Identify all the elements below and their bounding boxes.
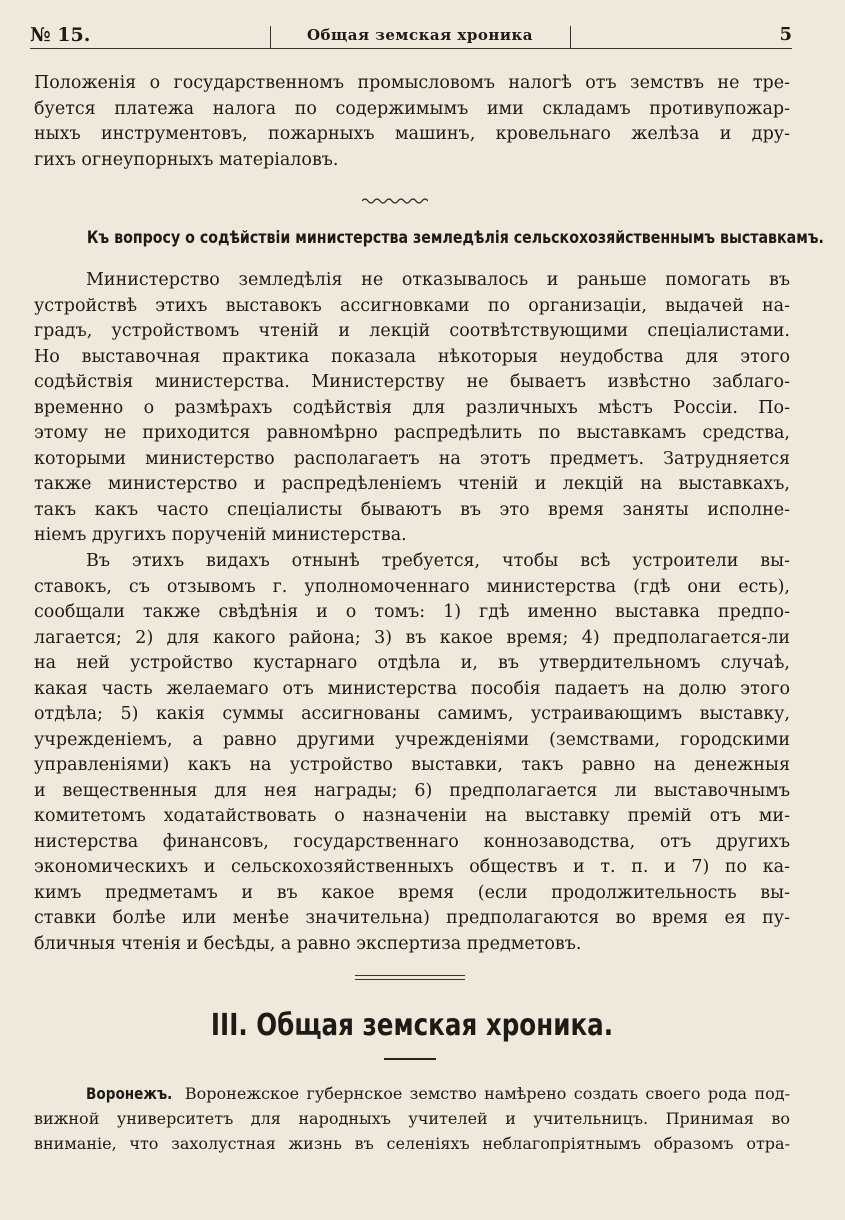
- text-line: учрежденіемъ, а равно другими учрежденіями (земствами, городскими: [34, 729, 790, 750]
- text-line: такъ какъ часто спеціалисты бываютъ въ это время заняты исполне-: [34, 499, 790, 520]
- section-title: III. Общая земская хроника.: [210, 1008, 614, 1043]
- text-line: вниманіе, что захолустная жизнь въ селеніяхъ неблагопріятнымъ образомъ отра-: [34, 1134, 790, 1153]
- text-line: Но выставочная практика показала нѣкоторыя неудобства для этого: [34, 346, 790, 367]
- text-line: устройствѣ этихъ выставокъ ассигновками по организаціи, выдачей на-: [34, 295, 790, 316]
- double-rule-divider: [355, 975, 465, 981]
- text-line: градъ, устройствомъ чтеній и лекцій соотвѣтствующими спеціалистами.: [34, 321, 790, 341]
- text-line: нистерства финансовъ, государственнаго коннозаводства, отъ другихъ: [34, 831, 790, 852]
- intro-paragraph: [34, 71, 790, 173]
- text-line: ставки болѣе или менѣе значительна) предполагаются во время ея пу-: [34, 908, 790, 928]
- article-paragraph-1: [34, 268, 790, 549]
- text-line: ныхъ инструментовъ, пожарныхъ машинъ, кровельнаго желѣза и дру-: [34, 124, 790, 144]
- wavy-divider: [362, 196, 428, 206]
- page-number: 5: [779, 24, 792, 45]
- section-rule: [384, 1058, 436, 1060]
- text-line: и вещественныя для нея награды; 6) предполагается ли выставочнымъ: [34, 780, 790, 801]
- text-line: на ней устройство кустарнаго отдѣла и, въ утвердительномъ случаѣ,: [34, 653, 790, 673]
- text-line: [34, 1081, 790, 1106]
- text-line: ніемъ другихъ порученій министерства.: [34, 525, 407, 545]
- article-heading: Къ вопросу о содѣйствіи министерства земледѣлія сельскохозяйственнымъ выставкамъ.: [86, 228, 824, 247]
- text-line: этому не приходится равномѣрно распредѣлить по выставкамъ средства,: [34, 423, 790, 443]
- article-paragraph-2: [34, 549, 790, 957]
- text-line: Въ этихъ видахъ отнынѣ требуется, чтобы всѣ устроители вы-: [86, 551, 790, 571]
- text-line: кимъ предметамъ и въ какое время (если продолжительность вы-: [34, 882, 790, 903]
- text-line: управленіями) какъ на устройство выставки, такъ равно на денежныя: [34, 755, 790, 775]
- issue-number: № 15.: [30, 24, 91, 46]
- text-line: которыми министерство располагаетъ на этотъ предметъ. Затрудняется: [34, 448, 790, 469]
- text-line: также министерство и распредѣленіемъ чтеній и лекцій на выставкахъ,: [34, 474, 790, 494]
- running-header: [30, 22, 792, 49]
- text-line: вижной университетъ для народныхъ учителей и учительницъ. Принимая во: [34, 1109, 790, 1128]
- text-line: гихъ огнеупорныхъ матеріаловъ.: [34, 149, 339, 170]
- text-line: комитетомъ ходатайствовать о назначеніи на выставку премій отъ ми-: [34, 806, 790, 826]
- text-line: отдѣла; 5) какія суммы ассигнованы самимъ, устраивающимъ выставку,: [34, 704, 790, 724]
- text-line: содѣйствія министерства. Министерству не бываетъ извѣстно заблаго-: [34, 372, 790, 392]
- place-name: Воронежъ.: [86, 1084, 173, 1103]
- text-line: какая часть желаемаго отъ министерства пособія падаетъ на долю этого: [34, 678, 790, 699]
- text-line: временно о размѣрахъ содѣйствія для различныхъ мѣстъ Россіи. По-: [34, 397, 790, 418]
- chronicle-paragraph: [34, 1081, 790, 1156]
- header-divider-right: [570, 26, 571, 48]
- running-title: Общая земская хроника: [306, 26, 534, 44]
- text-line: ставокъ, съ отзывомъ г. уполномоченнаго министерства (гдѣ они есть),: [34, 576, 790, 597]
- text-line: лагается; 2) для какого района; 3) въ какое время; 4) предполагается-ли: [34, 627, 790, 648]
- text-line: сообщали также свѣдѣнія и о томъ: 1) гдѣ именно выставка предпо-: [34, 602, 790, 622]
- text-line: Министерство земледѣлія не отказывалось и раньше помогать въ: [86, 270, 790, 290]
- text-line: бличныя чтенія и бесѣды, а равно экспертиза предметовъ.: [34, 933, 582, 954]
- chronicle-text: Воронежское губернское земство намѣрено создать своего рода под-: [177, 1084, 790, 1103]
- text-line: Положенія о государственномъ промысловомъ налогѣ отъ земствъ не тре-: [34, 73, 790, 93]
- text-line: экономическихъ и сельскохозяйственныхъ обществъ и т. п. и 7) по ка-: [34, 857, 790, 877]
- text-line: буется платежа налога по содержимымъ ими складамъ противупожар-: [34, 98, 790, 119]
